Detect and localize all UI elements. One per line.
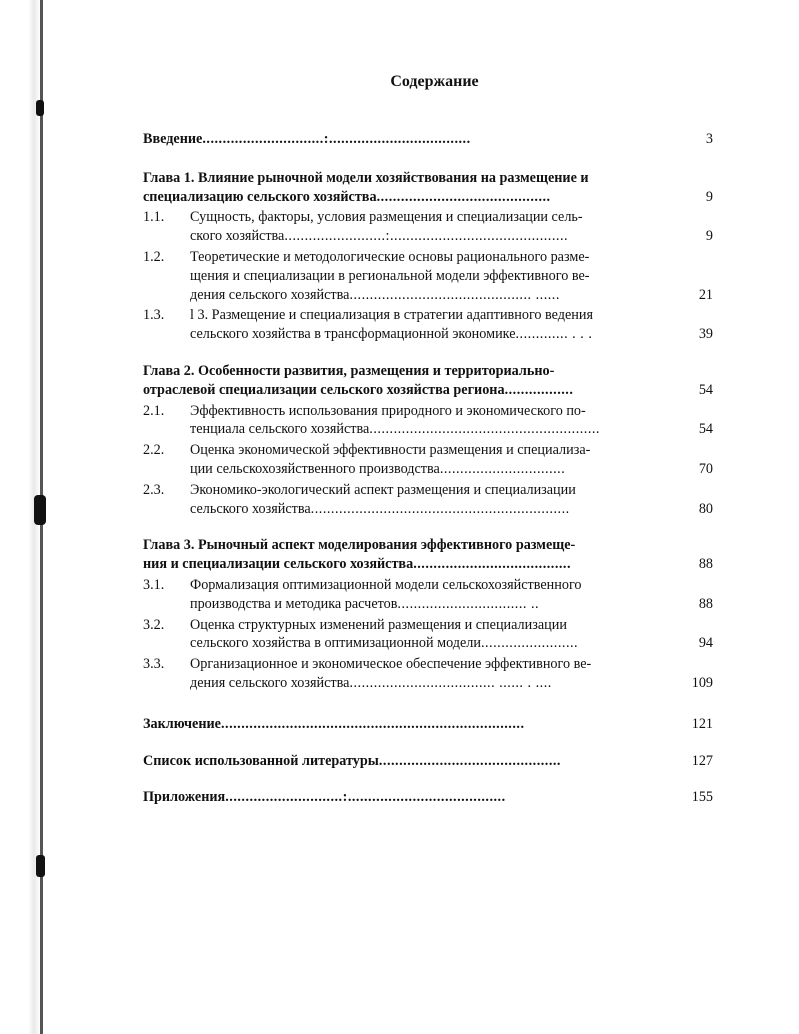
table-of-contents [143,130,715,807]
section-number: 1.3. [143,307,165,324]
page-number: 54 [698,381,713,398]
section-number: 2.2. [143,442,165,459]
toc-section [143,616,715,654]
page-number: 109 [691,674,713,691]
page-number: 3 [705,131,713,147]
chapter-line: специализацию сельского хозяйства [143,188,377,205]
scan-artifact [34,495,46,525]
section-number: 1.2. [143,248,165,265]
page-number: 39 [698,326,713,343]
page-number: 21 [698,286,713,303]
section-line: Сущность, факторы, условия размещения и специализации сель- [190,209,583,226]
leader-dots: ............................................. ...... [349,286,560,303]
page-number: 155 [691,789,713,806]
leader-dots: ............................................. [378,752,561,769]
toc-section [143,208,715,246]
section-number: 3.2. [143,616,165,633]
section-line: сельского хозяйства в трансформационной экономике [190,326,516,343]
leader-dots: ............. . . . [515,326,593,343]
leader-dots: ................................ .. [397,595,540,612]
toc-entry-intro [143,130,715,149]
page-number: 127 [691,752,713,769]
toc-entry-references [143,752,715,771]
toc-entry-conclusion [143,715,715,734]
toc-section [143,402,715,440]
leader-dots: .............................:....................................... [225,789,506,806]
entry-label: Приложения [143,789,226,806]
section-line: Эффективность использования природного и экономического по- [190,402,586,419]
leader-dots: ................................................................ [310,500,570,517]
page-number: 94 [698,635,713,652]
toc-section [143,248,715,304]
toc-section [143,481,715,519]
section-line: ции сельскохозяйственного производства [190,460,440,477]
chapter-line: Глава 2. Особенности развития, размещения и территориально- [143,362,555,379]
entry-label: Заключение [143,715,221,732]
section-line: тенциала сельского хозяйства [190,421,370,438]
section-line: l 3. Размещение и специализация в стратегии адаптивного ведения [190,307,593,324]
page-number: 121 [691,715,713,732]
leader-dots: ........................................... [376,188,551,205]
section-line: дения сельского хозяйства [190,674,350,691]
chapter-heading [143,169,715,207]
page-title: Содержание [390,73,479,90]
section-number: 2.1. [143,402,165,419]
section-number: 2.3. [143,481,165,498]
page-number: 88 [698,556,713,573]
leader-dots: ......................................................... [369,421,600,438]
page-number: 9 [705,188,713,205]
leader-dots: .........................:............................................ [284,228,569,245]
scan-margin [0,0,58,1034]
scan-artifact [36,100,44,116]
page-number: 80 [698,500,713,517]
leader-dots: ..............................:................................... [202,131,471,147]
toc-section [143,655,715,693]
section-line: Организационное и экономическое обеспечение эффективного ве- [190,656,592,673]
chapter-line: ния и специализации сельского хозяйства [143,556,414,573]
section-line: ского хозяйства [190,228,285,245]
section-line: сельского хозяйства [190,500,311,517]
page-number: 54 [698,421,713,438]
leader-dots: ........................ [480,635,579,652]
intro-label: Введение [143,131,203,147]
page-number: 88 [698,595,713,612]
section-line: Оценка экономической эффективности размещения и специализа- [190,442,591,459]
section-line: щения и специализации в региональной модели эффективного ве- [190,267,590,284]
page-number: 70 [698,460,713,477]
section-line: производства и методика расчетов [190,595,398,612]
toc-section [143,576,715,614]
toc-section [143,306,715,344]
leader-dots: ....................................... [413,556,572,573]
section-line: Теоретические и методологические основы рационального разме- [190,248,590,265]
entry-label: Список использованной литературы [143,752,379,769]
section-number: 3.1. [143,576,165,593]
chapter-line: Глава 1. Влияние рыночной модели хозяйствования на размещение и [143,169,589,186]
leader-dots: ........................................................................... [220,715,525,732]
section-number: 3.3. [143,656,165,673]
chapter-line: отраслевой специализации сельского хозяйства региона [143,381,505,398]
toc-section [143,441,715,479]
section-number: 1.1. [143,209,165,226]
section-line: Оценка структурных изменений размещения и специализации [190,616,567,633]
leader-dots: ............................... [439,460,566,477]
chapter-heading [143,362,715,400]
section-line: Формализация оптимизационной модели сельскохозяйственного [190,576,582,593]
leader-dots: .................................... ...... . .... [349,674,552,691]
section-line: дения сельского хозяйства [190,286,350,303]
page-number: 9 [705,228,713,245]
toc-entry-appendices [143,788,715,807]
scan-artifact [36,855,45,877]
leader-dots: ................. [504,381,574,398]
section-line: Экономико-экологический аспект размещения и специализации [190,481,576,498]
chapter-heading [143,536,715,574]
chapter-line: Глава 3. Рыночный аспект моделирования эффективного размеще- [143,537,576,554]
section-line: сельского хозяйства в оптимизационной модели [190,635,481,652]
